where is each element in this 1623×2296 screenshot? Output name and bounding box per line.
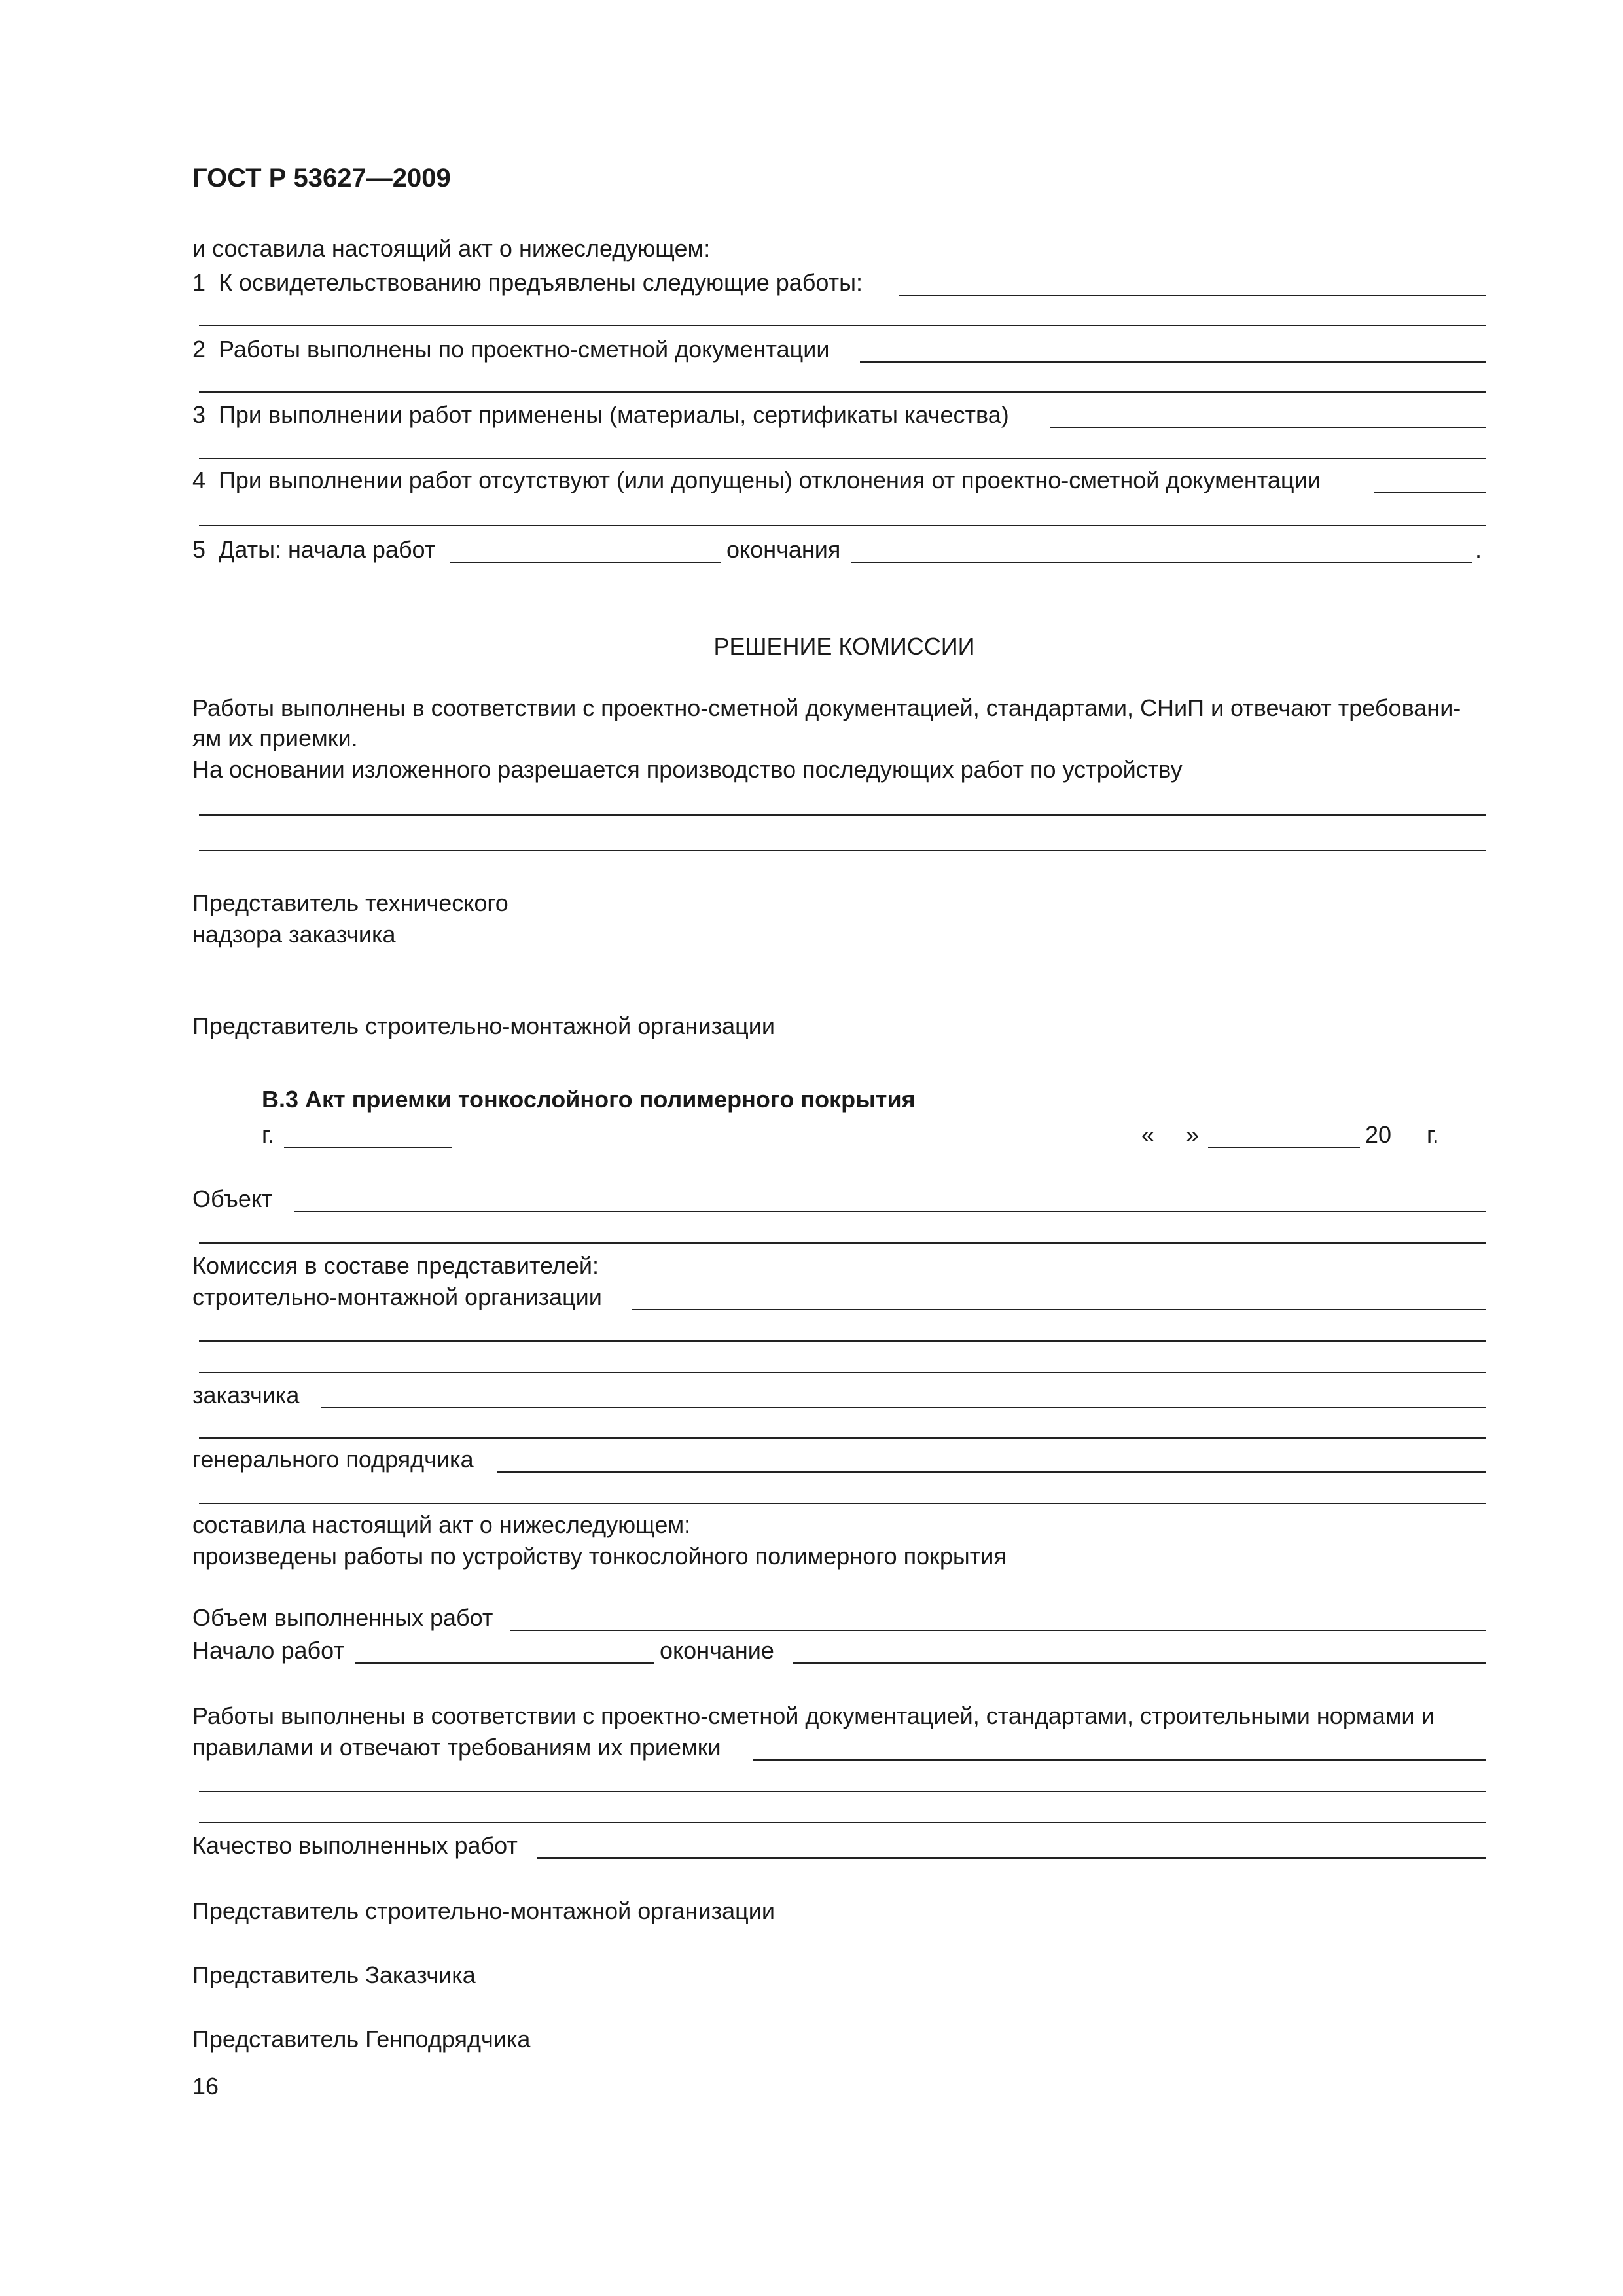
fill-line-item3[interactable] — [1050, 427, 1486, 428]
item-number-2: 2 — [192, 336, 206, 363]
fill-line-general-contractor-cont[interactable] — [199, 1503, 1486, 1504]
item-text-3: При выполнении работ применены (материалы, сертификаты качества) — [219, 401, 1009, 428]
fill-line-item3-cont[interactable] — [199, 458, 1486, 459]
fill-line-general-contractor[interactable] — [497, 1471, 1486, 1473]
fill-line-construction-org-2[interactable] — [199, 1340, 1486, 1342]
sig-tech-line1: Представитель технического — [192, 889, 508, 916]
item-text-1: К освидетельствованию предъявлены следующие работы: — [219, 269, 863, 296]
performed-text: произведены работы по устройству тонкослойного полимерного покрытия — [192, 1543, 1007, 1570]
fill-line-item1[interactable] — [899, 295, 1486, 296]
sig-general-contractor: Представитель Генподрядчика — [192, 2026, 531, 2053]
general-contractor-label: генерального подрядчика — [192, 1446, 474, 1473]
item-number-1: 1 — [192, 269, 206, 296]
sig-tech-line2: надзора заказчика — [192, 921, 396, 948]
fill-line-object[interactable] — [294, 1211, 1486, 1212]
fill-line-object-cont[interactable] — [199, 1242, 1486, 1244]
fill-line-item4[interactable] — [1374, 492, 1486, 493]
fill-line-decision-2[interactable] — [199, 850, 1486, 851]
city-label: г. — [262, 1121, 274, 1148]
conformity-line1: Работы выполнены в соответствии с проектно-сметной документацией, стандартами, строительными нормами и — [192, 1702, 1435, 1729]
fill-line-volume[interactable] — [510, 1630, 1486, 1631]
fill-line-item2[interactable] — [860, 361, 1486, 363]
fill-line-date[interactable] — [1208, 1147, 1360, 1148]
fill-line-conformity[interactable] — [753, 1759, 1486, 1761]
conformity-line2: правилами и отвечают требованиям их приемки — [192, 1734, 721, 1761]
fill-line-item1-cont[interactable] — [199, 325, 1486, 326]
fill-line-construction-org[interactable] — [632, 1309, 1486, 1310]
fill-line-conformity-3[interactable] — [199, 1822, 1486, 1823]
act-b3-title: В.3 Акт приемки тонкослойного полимерного покрытия — [262, 1086, 916, 1113]
fill-line-decision-1[interactable] — [199, 814, 1486, 816]
object-label: Объект — [192, 1185, 273, 1212]
fill-line-start-date[interactable] — [450, 562, 721, 563]
sig-customer: Представитель Заказчика — [192, 1962, 476, 1988]
date-year: 20 — [1365, 1121, 1392, 1148]
volume-label: Объем выполненных работ — [192, 1604, 493, 1631]
item5-end-label: окончания — [726, 536, 841, 563]
date-close-quote: » — [1186, 1121, 1200, 1148]
decision-text-line2: ям их приемки. — [192, 725, 358, 751]
item-number-5: 5 — [192, 536, 206, 563]
sig-construction-2: Представитель строительно-монтажной организации — [192, 1897, 775, 1924]
fill-line-end-date[interactable] — [851, 562, 1472, 563]
item-text-2: Работы выполнены по проектно-сметной документации — [219, 336, 830, 363]
fill-line-item2-cont[interactable] — [199, 391, 1486, 393]
fill-line-conformity-2[interactable] — [199, 1791, 1486, 1792]
fill-line-customer[interactable] — [321, 1407, 1486, 1408]
commission-label: Комиссия в составе представителей: — [192, 1252, 599, 1279]
quality-label: Качество выполненных работ — [192, 1832, 518, 1859]
fill-line-item4-cont[interactable] — [199, 525, 1486, 526]
item-text-4: При выполнении работ отсутствуют (или допущены) отклонения от проектно-сметной документации — [219, 467, 1321, 493]
fill-line-end[interactable] — [793, 1662, 1486, 1664]
page-number: 16 — [192, 2073, 219, 2100]
decision-title: РЕШЕНИЕ КОМИССИИ — [713, 633, 975, 660]
fill-line-quality[interactable] — [537, 1857, 1486, 1859]
fill-line-city[interactable] — [284, 1147, 452, 1148]
compiled-text: составила настоящий акт о нижеследующем: — [192, 1511, 691, 1538]
date-open-quote: « — [1141, 1121, 1155, 1148]
start-label: Начало работ — [192, 1637, 344, 1664]
decision-text-line3: На основании изложенного разрешается производство последующих работ по устройству — [192, 756, 1183, 783]
fill-line-customer-cont[interactable] — [199, 1437, 1486, 1439]
item5-period: . — [1475, 536, 1482, 563]
construction-org-label: строительно-монтажной организации — [192, 1283, 602, 1310]
customer-label: заказчика — [192, 1382, 300, 1408]
fill-line-start[interactable] — [355, 1662, 654, 1664]
fill-line-construction-org-3[interactable] — [199, 1372, 1486, 1373]
item-number-3: 3 — [192, 401, 206, 428]
item-number-4: 4 — [192, 467, 206, 493]
act-intro-text: и составила настоящий акт о нижеследующем: — [192, 235, 711, 262]
sig-construction-1: Представитель строительно-монтажной организации — [192, 1013, 775, 1039]
decision-text-line1: Работы выполнены в соответствии с проектно-сметной документацией, стандартами, СНиП и отвечают требовани- — [192, 694, 1461, 721]
item5-start-label: Даты: начала работ — [219, 536, 436, 563]
document-code: ГОСТ Р 53627—2009 — [192, 164, 451, 192]
end-label: окончание — [660, 1637, 774, 1664]
date-year-suffix: г. — [1427, 1121, 1439, 1148]
